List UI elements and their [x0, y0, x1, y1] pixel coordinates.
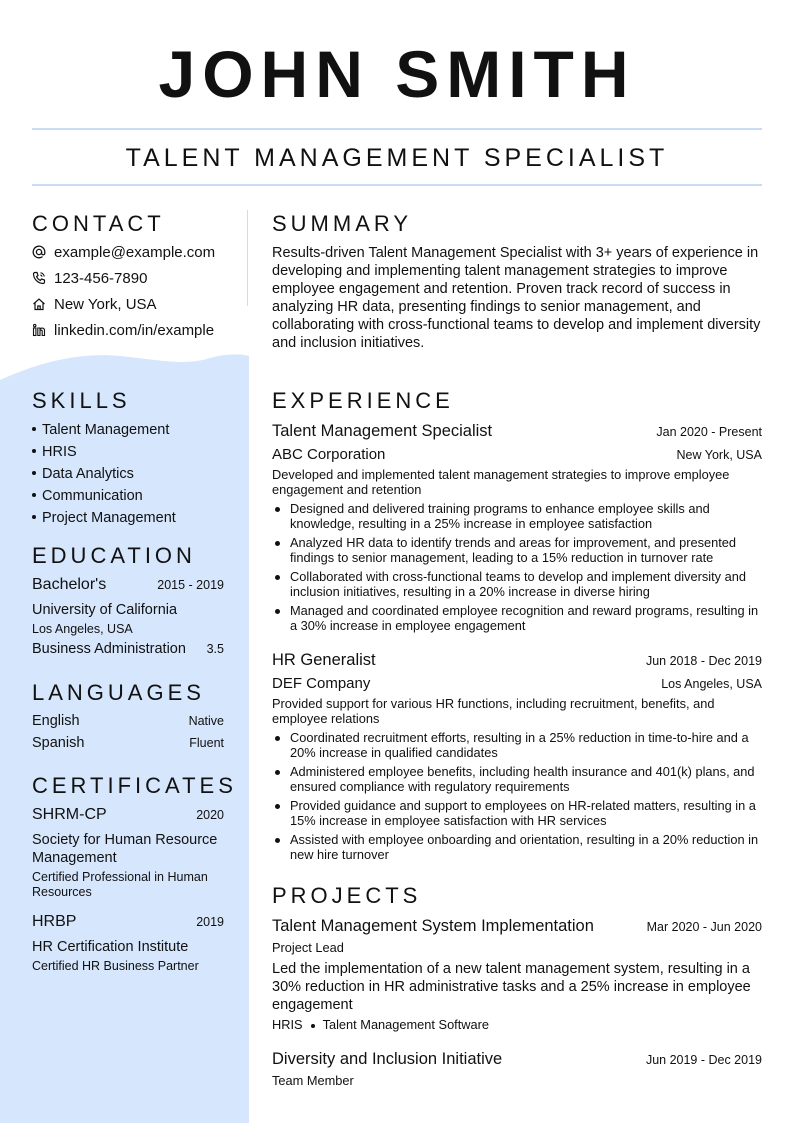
job-company-row — [272, 446, 762, 463]
contact-location-text: New York, USA — [54, 295, 157, 313]
column-divider — [247, 210, 248, 306]
project-title: Talent Management System Implementation — [272, 917, 594, 935]
job-dates: Jun 2018 - Dec 2019 — [645, 654, 762, 668]
certificate-row — [32, 806, 224, 824]
education-degree: Bachelor's — [32, 576, 107, 593]
education-field: Business Administration — [32, 641, 186, 657]
job-bullet: Managed and coordinated employee recognition and reward programs, resulting in a 30% increase in employee engagement — [272, 603, 762, 633]
contact-email-text: example@example.com — [54, 243, 216, 261]
at-icon — [32, 245, 46, 259]
contact-email[interactable] — [32, 242, 215, 262]
language-row — [32, 735, 224, 751]
project-tag: HRIS — [272, 1017, 303, 1032]
certificate-name: HRBP — [32, 913, 77, 930]
experience-heading: EXPERIENCE — [272, 388, 454, 413]
job-bullet: Collaborated with cross-functional teams to develop and implement diversity and inclusion initiatives, resulting in a 20% increase in diverse hiring — [272, 569, 762, 599]
skill-item: HRIS — [32, 442, 77, 462]
education-field-row — [32, 641, 224, 657]
job-company: DEF Company — [272, 675, 371, 692]
job-location: Los Angeles, USA — [661, 677, 762, 691]
certificate-full-name: Certified Professional in Human Resources — [32, 870, 208, 899]
job-dates: Jan 2020 - Present — [656, 425, 762, 439]
project-title-row — [272, 917, 762, 936]
skills-heading: SKILLS — [32, 388, 131, 413]
language-name: Spanish — [32, 735, 85, 751]
contact-linkedin[interactable] — [32, 320, 214, 340]
contact-phone-text: 123-456-7890 — [54, 269, 148, 287]
summary-heading: SUMMARY — [272, 211, 413, 236]
project-dates: Mar 2020 - Jun 2020 — [646, 920, 762, 934]
skill-item: Data Analytics — [32, 464, 134, 484]
job-description: Provided support for various HR functions, including recruitment, benefits, and employee relations — [272, 696, 715, 726]
education-heading: EDUCATION — [32, 543, 196, 568]
certificate-name: SHRM-CP — [32, 806, 107, 823]
project-title-row — [272, 1050, 762, 1069]
job-location: New York, USA — [676, 448, 762, 462]
language-level: Fluent — [189, 736, 224, 750]
language-row — [32, 713, 224, 729]
certificate-issuer: HR Certification Institute — [32, 939, 189, 955]
certificate-year: 2019 — [196, 915, 224, 929]
job-company-row — [272, 675, 762, 692]
skill-item: Talent Management — [32, 420, 169, 440]
education-location: Los Angeles, USA — [32, 622, 133, 636]
candidate-title: TALENT MANAGEMENT SPECIALIST — [125, 144, 669, 172]
education-dates: 2015 - 2019 — [157, 578, 224, 592]
project-tags — [272, 1017, 489, 1032]
contact-heading: CONTACT — [32, 211, 165, 236]
job-bullet: Assisted with employee onboarding and orientation, resulting in a 20% reduction in new hire turnover — [272, 832, 762, 862]
project-dates: Jun 2019 - Dec 2019 — [645, 1053, 762, 1067]
certificate-year: 2020 — [196, 808, 224, 822]
education-school: University of California — [32, 602, 178, 618]
job-bullet: Provided guidance and support to employees on HR-related matters, resulting in a 15% increase in employee satisfaction with HR services — [272, 798, 762, 828]
job-title-row — [272, 651, 762, 670]
education-gpa: 3.5 — [206, 642, 224, 656]
skill-item: Communication — [32, 486, 143, 506]
job-title: Talent Management Specialist — [272, 422, 493, 440]
certificate-issuer: Society for Human Resource Management — [32, 832, 218, 866]
project-description: Led the implementation of a new talent management system, resulting in a 30% reduction in HR administrative tasks and a 25% increase in employee engagement — [272, 961, 751, 1013]
certificates-heading: CERTIFICATES — [32, 773, 237, 798]
contact-location — [32, 294, 157, 314]
skill-item: Project Management — [32, 508, 176, 528]
languages-heading: LANGUAGES — [32, 680, 205, 705]
job-bullet: Analyzed HR data to identify trends and areas for improvement, and presented findings to senior management, leading to a 15% reduction in turnover rate — [272, 535, 762, 565]
project-role: Project Lead — [272, 940, 344, 955]
projects-heading: PROJECTS — [272, 883, 422, 908]
job-bullet: Administered employee benefits, including health insurance and 401(k) plans, and ensured compliance with regulatory requirements — [272, 764, 762, 794]
contact-linkedin-text: linkedin.com/in/example — [54, 321, 215, 339]
header-rule-top — [32, 128, 762, 130]
language-level: Native — [188, 714, 224, 728]
job-company: ABC Corporation — [272, 446, 386, 463]
header-rule-bottom — [32, 184, 762, 186]
job-bullet: Designed and delivered training programs to enhance employee skills and knowledge, resulting in a 25% increase in employee satisfaction — [272, 501, 762, 531]
contact-phone[interactable] — [32, 268, 147, 288]
home-icon — [32, 297, 46, 311]
linkedin-icon — [32, 323, 46, 337]
certificate-row — [32, 913, 224, 931]
summary-text: Results-driven Talent Management Specialist with 3+ years of experience in developing and implementing talent management strategies to improve employee engagement and retention. Proven track record of success in analyzing HR data, presenting findings to senior management, and collaborating with cross-functional teams to develop and implement diversity and inclusion initiatives. — [272, 245, 761, 351]
job-title-row — [272, 422, 762, 441]
language-name: English — [32, 713, 80, 729]
candidate-name: JOHN SMITH — [158, 37, 636, 111]
job-title: HR Generalist — [272, 651, 376, 669]
education-degree-row — [32, 576, 224, 594]
job-bullet: Coordinated recruitment efforts, resulting in a 25% reduction in time-to-hire and a 20% increase in qualified candidates — [272, 730, 762, 760]
certificate-full-name: Certified HR Business Partner — [32, 959, 199, 973]
project-role: Team Member — [272, 1073, 354, 1088]
project-title: Diversity and Inclusion Initiative — [272, 1050, 503, 1068]
phone-icon — [32, 271, 46, 285]
job-description: Developed and implemented talent management strategies to improve employee engagement and retention — [272, 467, 730, 497]
project-tag: Talent Management Software — [322, 1017, 490, 1032]
